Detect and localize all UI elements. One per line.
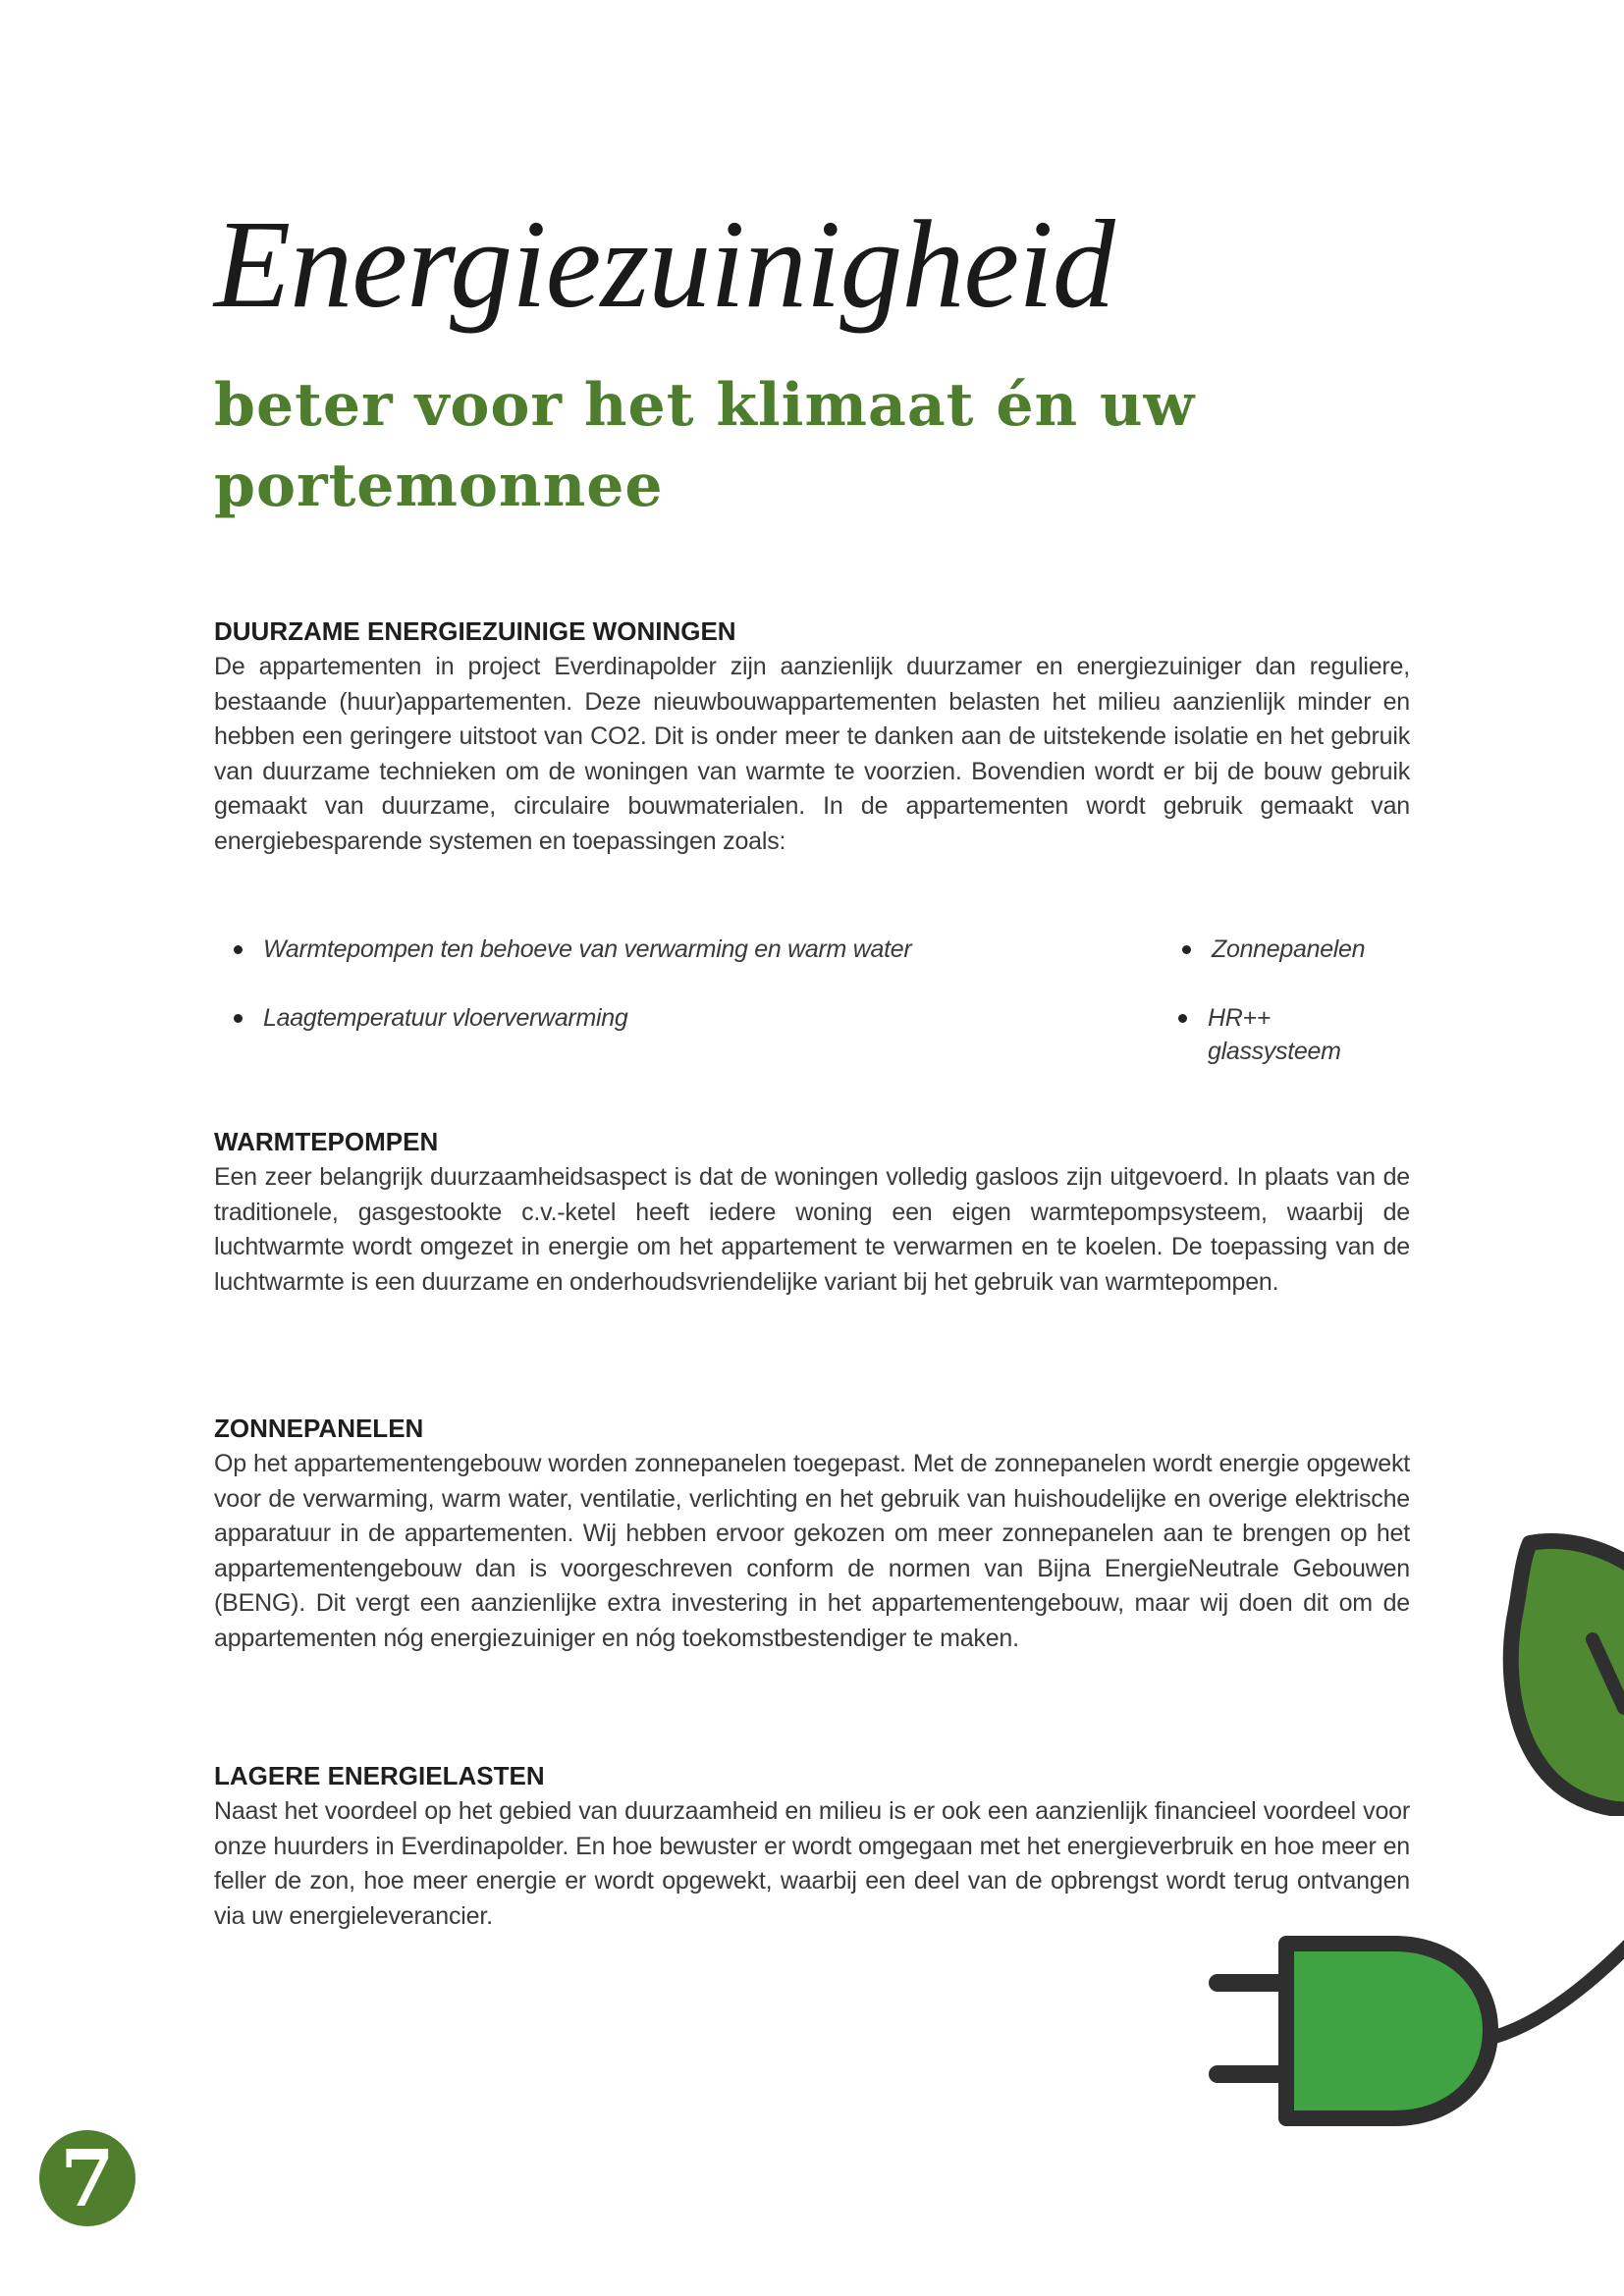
- section-zonnepanelen: [214, 1412, 1410, 1656]
- list-item: Warmtepompen ten behoeve van verwarming en warm water: [263, 933, 911, 966]
- list-item: HR++ glassysteem: [1208, 1001, 1410, 1068]
- section-heading: DUURZAME ENERGIEZUINIGE WONINGEN: [214, 616, 736, 646]
- section-body: Een zeer belangrijk duurzaamheidsaspect is dat de woningen volledig gasloos zijn uitgevoerd. In plaats van de traditionele, gasgestookte c.v.-ketel heeft iedere woning een eigen warmtepompsysteem, waarbij de luchtwarmte wordt omgezet in energie om het appartement te verwarmen en te koelen. De toepassing van de luchtwarmte is een duurzame en onderhoudsvriendelijke variant bij het gebruik van warmtepompen.: [214, 1163, 1410, 1296]
- page-number-badge: 7: [39, 2130, 135, 2226]
- leaf-icon: [1502, 1522, 1624, 1816]
- section-warmtepompen: [214, 1125, 1410, 1300]
- list-item: Laagtemperatuur vloerverwarming: [263, 1001, 627, 1035]
- section-body: Op het appartementengebouw worden zonnepanelen toegepast. Met de zonnepanelen wordt energie opgewekt voor de verwarming, warm water, ventilatie, verlichting en het gebruik van huishoudelijke en overige elektrische apparatuur in de appartementen. Wij hebben ervoor gekozen om meer zonnepanelen aan te brengen op het appartementengebouw dan is voorgeschreven conform de normen van Bijna EnergieNeutrale Gebouwen (BENG). Dit vergt een aanzienlijke extra investering in het appartementengebouw, maar wij doen dit om de appartementen nóg energiezuiniger en nóg toekomstbestendiger te maken.: [214, 1450, 1410, 1652]
- page-title: Energiezuinigheid: [214, 194, 1114, 334]
- section-duurzame-woningen: [214, 614, 1410, 859]
- section-body: Naast het voordeel op het gebied van duurzaamheid en milieu is er ook een aanzienlijk financieel voordeel voor onze huurders in Everdinapolder. En hoe bewuster er wordt omgegaan met het energieverbruik en hoe meer en feller de zon, hoe meer energie er wordt opgewekt, waarbij een deel van de opbrengst wordt terug ontvangen via uw energieleverancier.: [214, 1797, 1410, 1930]
- section-body: De appartementen in project Everdinapolder zijn aanzienlijk duurzamer en energiezuiniger dan reguliere, bestaande (huur)appartementen. Deze nieuwbouwappartementen belasten het milieu aanzienlijk minder en hebben een geringere uitstoot van CO2. Dit is onder meer te danken aan de uitstekende isolatie en het gebruik van duurzame technieken om de woningen van warmte te voorzien. Bovendien wordt er bij de bouw gebruik gemaakt van duurzame, circulaire bouwmaterialen. In de appartementen wordt gebruik gemaakt van energiebesparende systemen en toepassingen zoals:: [214, 653, 1410, 855]
- section-heading: WARMTEPOMPEN: [214, 1127, 439, 1156]
- plug-icon: [1198, 1924, 1624, 2160]
- section-heading: LAGERE ENERGIELASTEN: [214, 1761, 545, 1790]
- section-heading: ZONNEPANELEN: [214, 1414, 424, 1443]
- feature-list: [214, 933, 1410, 1065]
- page-subtitle: beter voor het klimaat én uw portemonnee: [214, 371, 1196, 520]
- section-lagere-energielasten: [214, 1759, 1410, 1934]
- list-item: Zonnepanelen: [1212, 933, 1365, 966]
